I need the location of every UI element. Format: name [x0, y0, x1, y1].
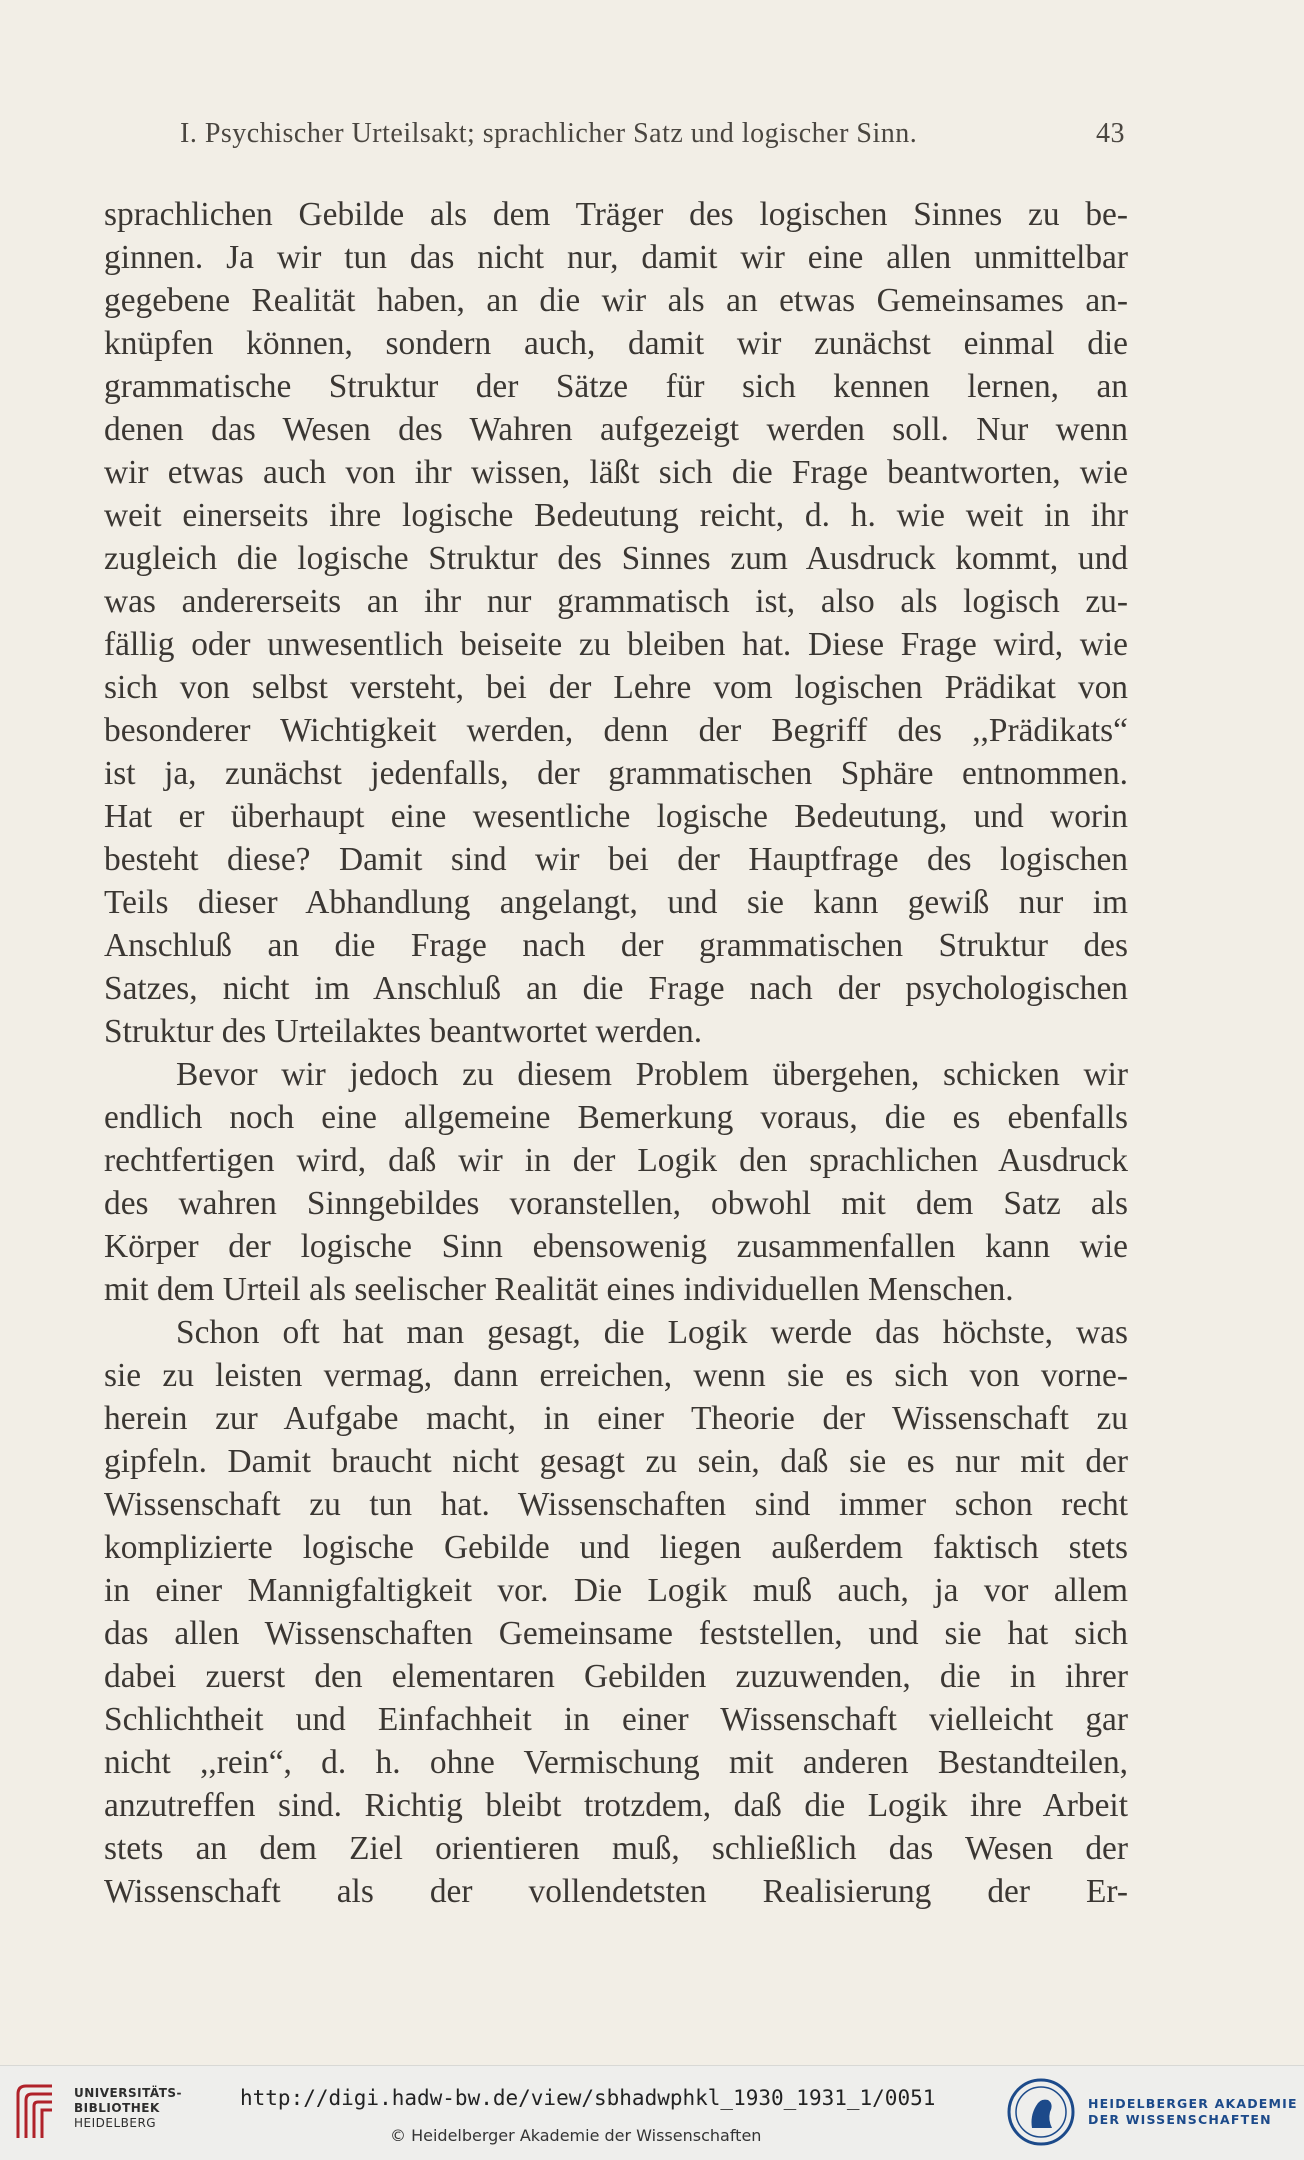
text-line: ist ja, zunächst jedenfalls, der grammatischen Sphäre entnommen. — [104, 755, 1128, 792]
text-line: ginnen. Ja wir tun das nicht nur, damit wir eine allen unmittelbar — [104, 239, 1128, 276]
text-line: was andererseits an ihr nur grammatisch ist, also als logisch zu- — [104, 583, 1128, 620]
text-line: grammatische Struktur der Sätze für sich kennen lernen, an — [104, 368, 1128, 405]
text-line: des wahren Sinngebildes voranstellen, obwohl mit dem Satz als — [104, 1185, 1128, 1222]
academy-seal-logo — [1006, 2076, 1076, 2148]
text-line: sprachlichen Gebilde als dem Träger des logischen Sinnes zu be- — [104, 196, 1128, 233]
text-line: Wissenschaft als der vollendetsten Realisierung der Er- — [104, 1873, 1128, 1910]
text-line: gegebene Realität haben, an die wir als an etwas Gemeinsames an- — [104, 282, 1128, 319]
text-line: wir etwas auch von ihr wissen, läßt sich die Frage beantworten, wie — [104, 454, 1128, 491]
text-line: Schlichtheit und Einfachheit in einer Wissenschaft vielleicht gar — [104, 1701, 1128, 1738]
text-line: Schon oft hat man gesagt, die Logik werde das höchste, was — [176, 1314, 1128, 1351]
text-line: in einer Mannigfaltigkeit vor. Die Logik muß auch, ja vor allem — [104, 1572, 1128, 1609]
text-line: Anschluß an die Frage nach der grammatischen Struktur des — [104, 927, 1128, 964]
permalink-url[interactable]: http://digi.hadw-bw.de/view/sbhadwphkl_1930_1931_1/0051 — [240, 2086, 936, 2110]
text-line: zugleich die logische Struktur des Sinnes zum Ausdruck kommt, und — [104, 540, 1128, 577]
university-library-logo — [12, 2080, 58, 2144]
copyright-notice: © Heidelberger Akademie der Wissenschaften — [390, 2126, 762, 2145]
text-line: besteht diese? Damit sind wir bei der Hauptfrage des logischen — [104, 841, 1128, 878]
text-line: gipfeln. Damit braucht nicht gesagt zu sein, daß sie es nur mit der — [104, 1443, 1128, 1480]
text-line: sie zu leisten vermag, dann erreichen, wenn sie es sich von vorne- — [104, 1357, 1128, 1394]
text-line: komplizierte logische Gebilde und liegen außerdem faktisch stets — [104, 1529, 1128, 1566]
text-line: sich von selbst versteht, bei der Lehre vom logischen Prädikat von — [104, 669, 1128, 706]
text-line: Hat er überhaupt eine wesentliche logische Bedeutung, und worin — [104, 798, 1128, 835]
page-number: 43 — [1096, 118, 1125, 149]
text-line: Satzes, nicht im Anschluß an die Frage nach der psychologischen — [104, 970, 1128, 1007]
text-line: nicht ,,rein“, d. h. ohne Vermischung mit anderen Bestandteilen, — [104, 1744, 1128, 1781]
text-line: das allen Wissenschaften Gemeinsame feststellen, und sie hat sich — [104, 1615, 1128, 1652]
text-line: weit einerseits ihre logische Bedeutung reicht, d. h. wie weit in ihr — [104, 497, 1128, 534]
text-line: Bevor wir jedoch zu diesem Problem übergehen, schicken wir — [176, 1056, 1128, 1093]
text-line: endlich noch eine allgemeine Bemerkung voraus, die es ebenfalls — [104, 1099, 1128, 1136]
text-line: knüpfen können, sondern auch, damit wir zunächst einmal die — [104, 325, 1128, 362]
text-line: stets an dem Ziel orientieren muß, schließlich das Wesen der — [104, 1830, 1128, 1867]
text-line: Teils dieser Abhandlung angelangt, und sie kann gewiß nur im — [104, 884, 1128, 921]
text-line: anzutreffen sind. Richtig bleibt trotzdem, daß die Logik ihre Arbeit — [104, 1787, 1128, 1824]
text-line: Körper der logische Sinn ebensowenig zusammenfallen kann wie — [104, 1228, 1128, 1265]
text-line: Struktur des Urteilaktes beantwortet werden. — [104, 1013, 703, 1050]
text-line: mit dem Urteil als seelischer Realität eines individuellen Menschen. — [104, 1271, 1014, 1308]
body-text — [104, 193, 1128, 1913]
text-line: denen das Wesen des Wahren aufgezeigt werden soll. Nur wenn — [104, 411, 1128, 448]
running-head-title: I. Psychischer Urteilsakt; sprachlicher Satz und logischer Sinn. — [180, 118, 918, 149]
text-line: besonderer Wichtigkeit werden, denn der Begriff des ,,Prädikats“ — [104, 712, 1128, 749]
text-line: rechtfertigen wird, daß wir in der Logik den sprachlichen Ausdruck — [104, 1142, 1128, 1179]
text-line: herein zur Aufgabe macht, in einer Theorie der Wissenschaft zu — [104, 1400, 1128, 1437]
footer-bar — [0, 2065, 1304, 2160]
text-line: Wissenschaft zu tun hat. Wissenschaften sind immer schon recht — [104, 1486, 1128, 1523]
academy-label: HEIDELBERGER AKADEMIE DER WISSENSCHAFTEN — [1088, 2096, 1298, 2127]
text-line: fällig oder unwesentlich beiseite zu bleiben hat. Diese Frage wird, wie — [104, 626, 1128, 663]
text-line: dabei zuerst den elementaren Gebilden zuzuwenden, die in ihrer — [104, 1658, 1128, 1695]
university-library-label: UNIVERSITÄTS- BIBLIOTHEK HEIDELBERG — [74, 2086, 183, 2130]
